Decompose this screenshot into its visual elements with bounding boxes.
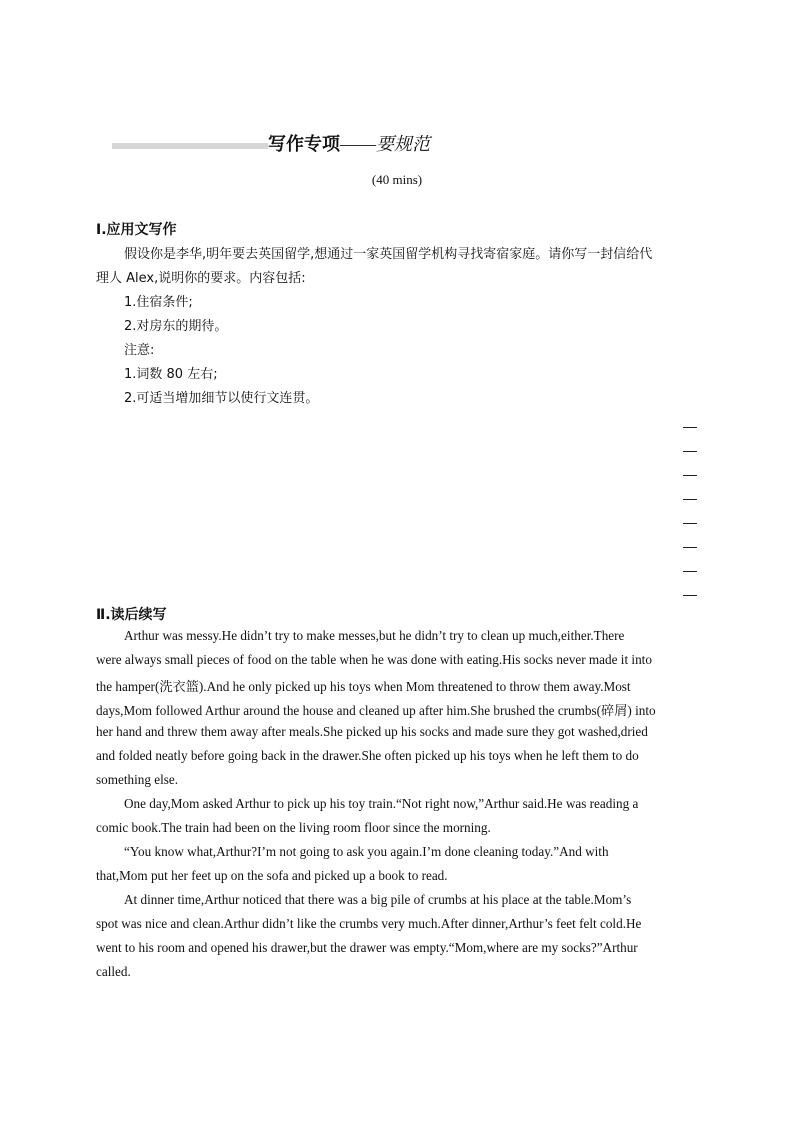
title-decoration-bar bbox=[112, 143, 268, 149]
answer-line bbox=[683, 427, 697, 428]
passage-line: At dinner time,Arthur noticed that there was a big pile of crumbs at his place at the table.Mom’s bbox=[124, 892, 632, 907]
section1-heading: Ⅰ.应用文写作 bbox=[96, 222, 177, 238]
section1-line: 理人 Alex,说明你的要求。内容包括: bbox=[96, 271, 306, 286]
passage-line: “You know what,Arthur?I’m not going to ask you again.I’m done cleaning today.”And with bbox=[124, 844, 609, 859]
passage-line: spot was nice and clean.Arthur didn’t like the crumbs very much.After dinner,Arthur’s feet felt cold.He bbox=[96, 916, 642, 931]
answer-line bbox=[683, 523, 697, 524]
passage-line: and folded neatly before going back in the drawer.She often picked up his toys when he left them to do bbox=[96, 748, 639, 763]
passage-line: were always small pieces of food on the table when he was done with eating.His socks never made it into bbox=[96, 652, 652, 667]
passage-line: comic book.The train had been on the living room floor since the morning. bbox=[96, 820, 491, 835]
answer-line bbox=[683, 547, 697, 548]
passage-line: the hamper(洗衣篮).And he only picked up his toys when Mom threatened to throw them away.Most bbox=[96, 679, 631, 694]
title-main: 写作专项 bbox=[268, 134, 340, 155]
title-subtitle: 要规范 bbox=[376, 134, 430, 155]
section1-line: 1.住宿条件; bbox=[124, 295, 193, 310]
page-title bbox=[268, 132, 430, 157]
passage-line: went to his room and opened his drawer,but the drawer was empty.“Mom,where are my socks?”Arthur bbox=[96, 940, 638, 955]
passage-line: her hand and threw them away after meals.She picked up his socks and made sure they got washed,dried bbox=[96, 724, 648, 739]
answer-line bbox=[683, 571, 697, 572]
passage-line: days,Mom followed Arthur around the house and cleaned up after him.She brushed the crumbs(碎屑) into bbox=[96, 703, 656, 718]
passage-line: something else. bbox=[96, 772, 179, 787]
passage-line: Arthur was messy.He didn’t try to make messes,but he didn’t try to clean up much,either.There bbox=[124, 628, 625, 643]
section1-line: 2.对房东的期待。 bbox=[124, 319, 228, 334]
section1-line: 注意: bbox=[124, 343, 155, 358]
title-dash: —— bbox=[340, 134, 376, 154]
section1-line: 1.词数 80 左右; bbox=[124, 367, 218, 382]
passage-line: One day,Mom asked Arthur to pick up his toy train.“Not right now,”Arthur said.He was reading a bbox=[124, 796, 639, 811]
passage-line: that,Mom put her feet up on the sofa and picked up a book to read. bbox=[96, 868, 448, 883]
answer-line bbox=[683, 595, 697, 596]
section2-heading: Ⅱ.读后续写 bbox=[96, 607, 167, 623]
passage-line: called. bbox=[96, 964, 131, 979]
answer-line bbox=[683, 499, 697, 500]
section1-line: 2.可适当增加细节以使行文连贯。 bbox=[124, 391, 319, 406]
section1-line: 假设你是李华,明年要去英国留学,想通过一家英国留学机构寻找寄宿家庭。请你写一封信给代 bbox=[124, 247, 653, 262]
answer-line bbox=[683, 475, 697, 476]
answer-line bbox=[683, 451, 697, 452]
time-limit: (40 mins) bbox=[371, 172, 423, 187]
